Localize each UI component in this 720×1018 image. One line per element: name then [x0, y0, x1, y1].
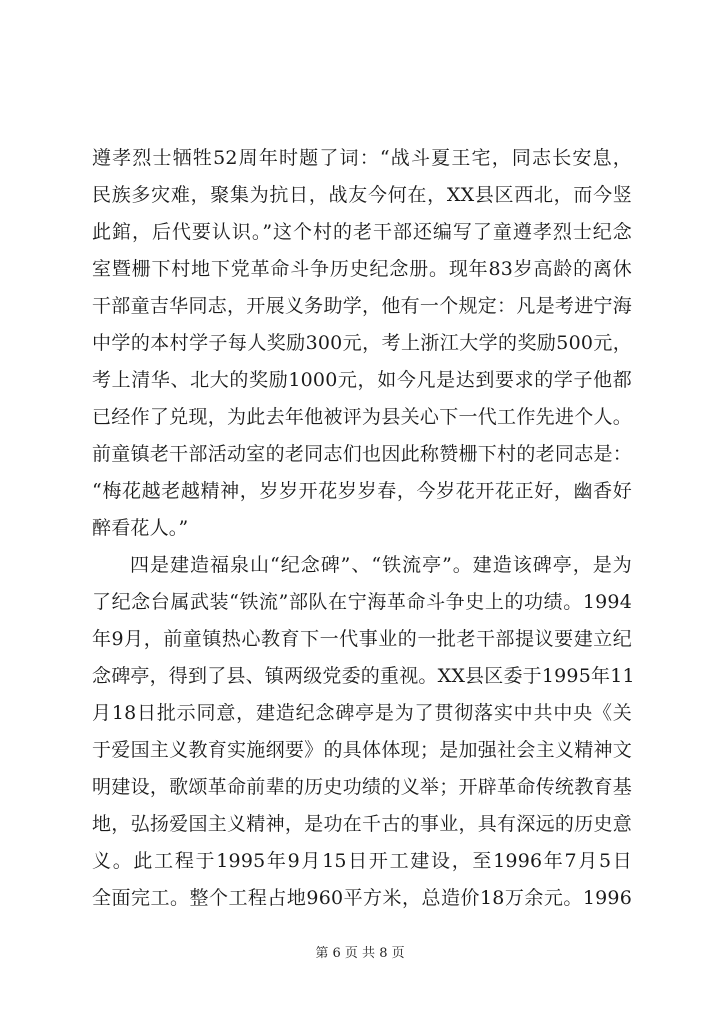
- page-number-footer: 第 6 页 共 8 页: [315, 946, 405, 961]
- paragraph-line: 全面完工。整个工程占地960平方米，总造价18万余元。1996: [92, 887, 632, 909]
- paragraph-line: 前童镇老干部活动室的老同志们也因此称赞栅下村的老同志是：: [92, 443, 632, 465]
- paragraph-line: 此錧，后代要认识。”这个村的老干部还编写了童遵孝烈士纪念: [92, 221, 632, 243]
- paragraph-line: 地，弘扬爱国主义精神，是功在千古的事业，具有深远的历史意: [92, 813, 632, 835]
- paragraph-line: 遵孝烈士牺牲52周年时题了词：“战斗夏王宅，同志长安息，: [92, 147, 632, 169]
- paragraph-line: 醉看花人。”: [92, 517, 189, 539]
- paragraph-line: “梅花越老越精神，岁岁开花岁岁春，今岁花开花正好，幽香好: [92, 480, 632, 502]
- paragraph-line: 月18日批示同意，建造纪念碑亭是为了贯彻落实中共中央《关: [92, 702, 632, 724]
- paragraph-line: 年9月，前童镇热心教育下一代事业的一批老干部提议要建立纪: [92, 628, 632, 650]
- paragraph-line: 民族多灾难，聚集为抗日，战友今何在，XX县区西北，而今竖: [92, 184, 632, 206]
- paragraph-line: 于爱国主义教育实施纲要》的具体体现；是加强社会主义精神文: [92, 739, 632, 761]
- paragraph-line: 明建设，歌颂革命前辈的历史功绩的义举；开辟革命传统教育基: [92, 776, 632, 798]
- paragraph-line: 念碑亭，得到了县、镇两级党委的重视。XX县区委于1995年11: [92, 665, 635, 687]
- paragraph-line: 中学的本村学子每人奖励300元，考上浙江大学的奖励500元，: [92, 332, 632, 354]
- paragraph-line: 干部童吉华同志，开展义务助学，他有一个规定：凡是考进宁海: [92, 295, 632, 317]
- paragraph-line: 考上清华、北大的奖励1000元，如今凡是达到要求的学子他都: [92, 369, 632, 391]
- paragraph-line: 了纪念台属武装“铁流”部队在宁海革命斗争史上的功绩。1994: [92, 591, 632, 613]
- paragraph-line: 已经作了兑现，为此去年他被评为县关心下一代工作先进个人。: [92, 406, 632, 428]
- paragraph-line: 室暨栅下村地下党革命斗争历史纪念册。现年83岁高龄的离休: [92, 258, 632, 280]
- paragraph-line: 义。此工程于1995年9月15日开工建设，至1996年7月5日: [92, 850, 632, 872]
- paragraph-first-line: 四是建造福泉山“纪念碑”、“铁流亭”。建造该碑亭，是为: [130, 554, 632, 576]
